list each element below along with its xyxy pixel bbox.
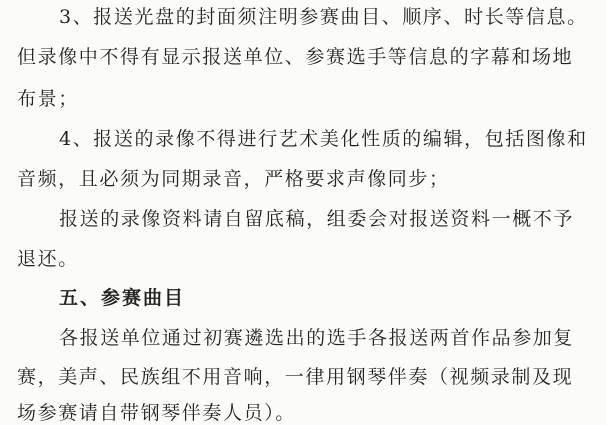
- repertoire-paragraph-line-1: 各报送单位通过初赛遴选出的选手各报送两首作品参加复: [59, 327, 575, 349]
- paragraph-4-line-1: 4、报送的录像不得进行艺术美化性质的编辑，包括图像和: [59, 128, 588, 150]
- paragraph-3-line-2: 但录像中不得有显示报送单位、参赛选手等信息的字幕和场地: [17, 46, 574, 68]
- repertoire-paragraph-line-3: 场参赛请自带钢琴伴奏人员）。: [17, 402, 296, 424]
- paragraph-3-line-3: 布景；: [17, 88, 79, 110]
- paragraph-3-line-1: 3、报送光盘的封面须注明参赛曲目、顺序、时长等信息。: [59, 6, 588, 28]
- paragraph-4-line-2: 音频，且必须为同期录音，严格要求声像同步；: [17, 168, 450, 190]
- repertoire-paragraph-line-2: 赛，美声、民族组不用音响，一律用钢琴伴奏（视频录制及现: [17, 366, 574, 388]
- archive-paragraph-line-2: 退还。: [17, 248, 79, 270]
- section-heading-competition-repertoire: 五、参赛曲目: [59, 287, 186, 309]
- archive-paragraph-line-1: 报送的录像资料请自留底稿，组委会对报送资料一概不予: [59, 208, 575, 230]
